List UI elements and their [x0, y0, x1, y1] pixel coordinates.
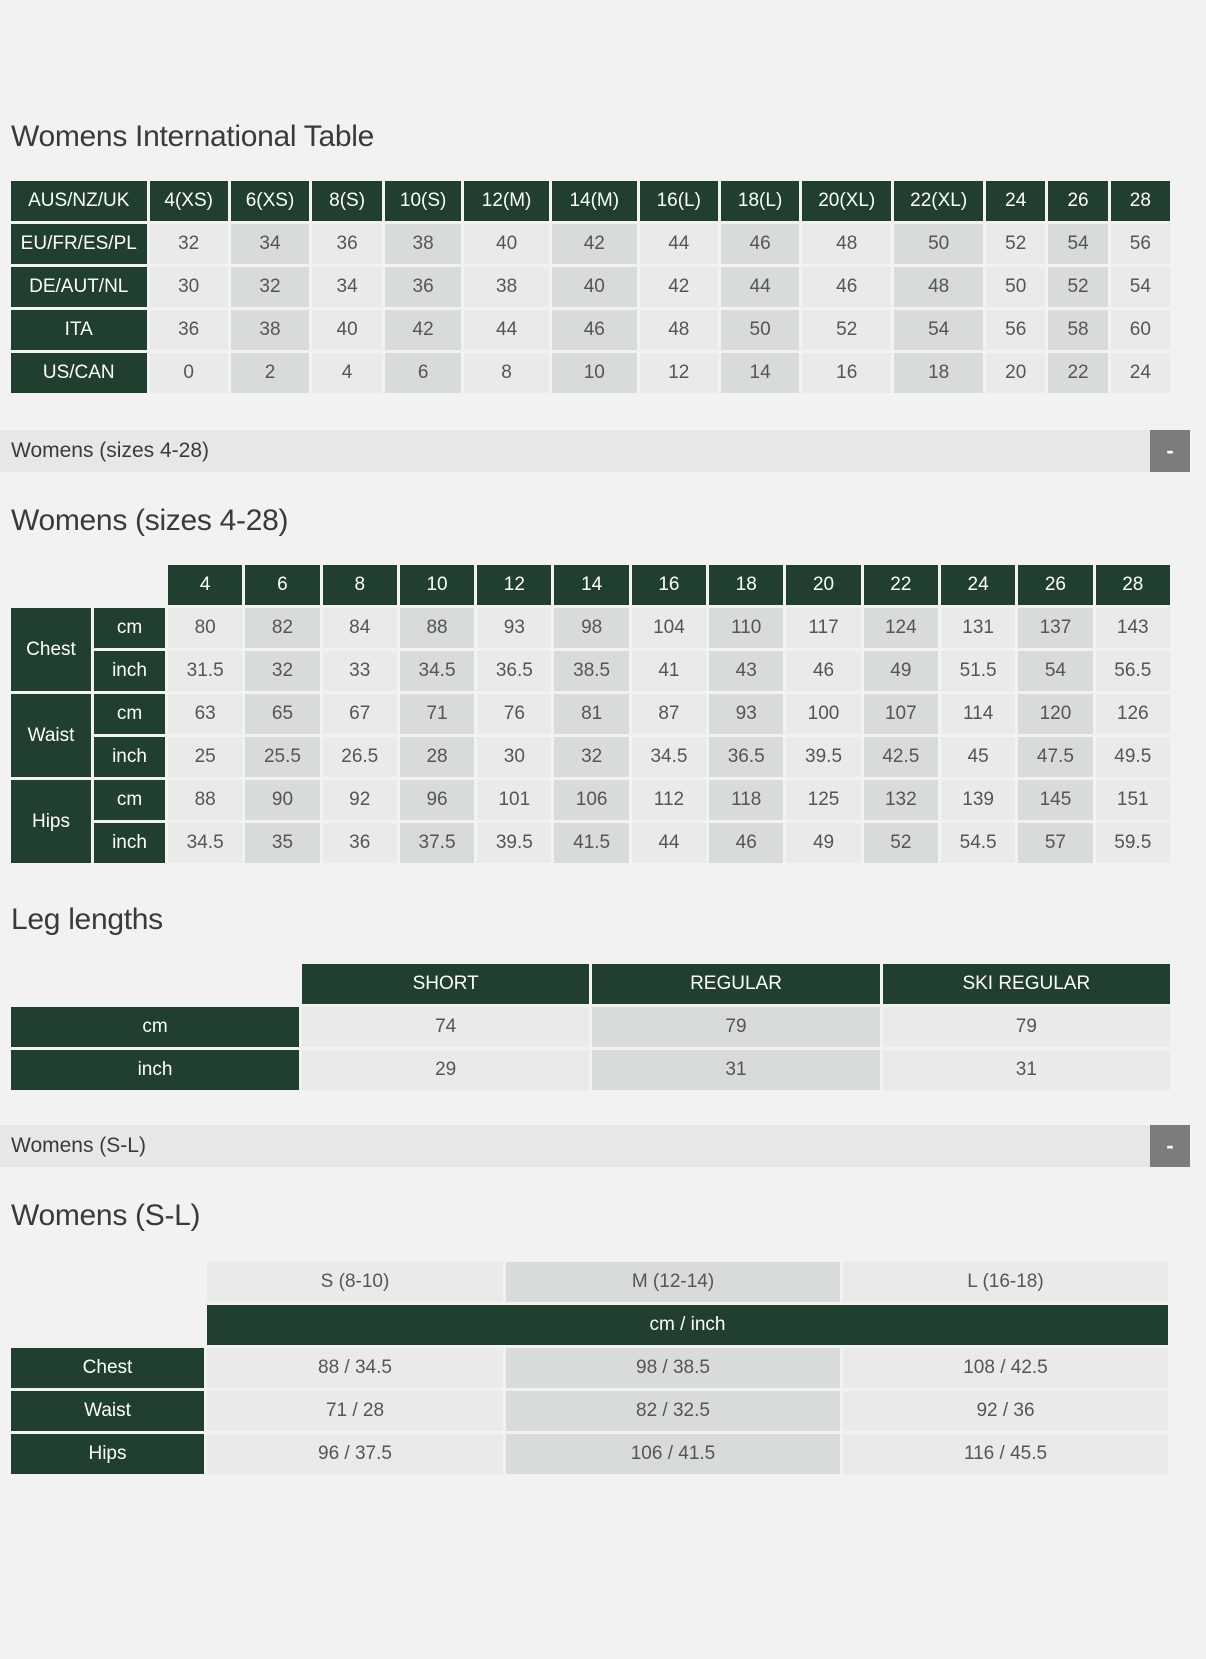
table-row	[11, 737, 1170, 777]
table-cell: 71 / 28	[207, 1391, 503, 1431]
column-header: 6	[245, 565, 319, 605]
table-cell: 52	[802, 310, 891, 350]
table-cell: 82 / 32.5	[506, 1391, 840, 1431]
table-cell: 76	[477, 694, 551, 734]
table-cell: 4	[312, 353, 382, 393]
table-cell: 20	[986, 353, 1045, 393]
table-cell: 34.5	[632, 737, 706, 777]
unit-header: cm	[94, 608, 165, 648]
table-cell: 42	[552, 224, 637, 264]
column-header: 12	[477, 565, 551, 605]
leg-lengths-table	[8, 961, 1173, 1093]
table-cell: 93	[477, 608, 551, 648]
table-cell: 42	[385, 310, 461, 350]
table-cell: 58	[1048, 310, 1107, 350]
column-header: AUS/NZ/UK	[11, 181, 147, 221]
table-header-row	[11, 1262, 1168, 1302]
table-cell: 40	[464, 224, 549, 264]
table-cell: 50	[721, 310, 799, 350]
table-cell: 79	[592, 1007, 879, 1047]
collapse-button[interactable]: -	[1150, 1125, 1190, 1167]
table-row	[11, 694, 1170, 734]
table-cell: 90	[245, 780, 319, 820]
table-cell: 54	[1048, 224, 1107, 264]
table-cell: 79	[883, 1007, 1170, 1047]
table-cell: 32	[150, 224, 228, 264]
table-cell: 84	[323, 608, 397, 648]
table-cell: 106	[554, 780, 628, 820]
table-cell: 88 / 34.5	[207, 1348, 503, 1388]
table-cell: 49	[864, 651, 938, 691]
column-header: 4	[168, 565, 242, 605]
table-cell: 41	[632, 651, 706, 691]
table-cell: 143	[1096, 608, 1170, 648]
table-cell: 39.5	[477, 823, 551, 863]
table-cell: 56	[1111, 224, 1170, 264]
table-header-row	[11, 565, 1170, 605]
column-header: 22(XL)	[894, 181, 983, 221]
table-cell: 139	[941, 780, 1015, 820]
table-cell: 38	[385, 224, 461, 264]
table-cell: 2	[231, 353, 309, 393]
table-header-row	[11, 181, 1170, 221]
table-cell: 120	[1018, 694, 1092, 734]
column-header: 16	[632, 565, 706, 605]
table-row	[11, 353, 1170, 393]
table-cell: 37.5	[400, 823, 474, 863]
table-cell: 117	[786, 608, 860, 648]
table-cell: 40	[312, 310, 382, 350]
column-header: SKI REGULAR	[883, 964, 1170, 1004]
table-cell: 124	[864, 608, 938, 648]
table-cell: 96 / 37.5	[207, 1434, 503, 1474]
table-cell: 87	[632, 694, 706, 734]
row-header: DE/AUT/NL	[11, 267, 147, 307]
table-cell: 22	[1048, 353, 1107, 393]
column-header: 26	[1018, 565, 1092, 605]
table-cell: 44	[632, 823, 706, 863]
table-cell: 34	[231, 224, 309, 264]
table-cell: 48	[802, 224, 891, 264]
unit-header-row	[11, 1305, 1168, 1345]
column-header: M (12-14)	[506, 1262, 840, 1302]
table-cell: 31	[592, 1050, 879, 1090]
table-cell: 36.5	[477, 651, 551, 691]
table-cell: 80	[168, 608, 242, 648]
womens-sizes-table	[8, 562, 1173, 866]
table-cell: 118	[709, 780, 783, 820]
table-cell: 125	[786, 780, 860, 820]
column-header: 10	[400, 565, 474, 605]
table-cell: 12	[640, 353, 718, 393]
column-header: 18	[709, 565, 783, 605]
table-cell: 81	[554, 694, 628, 734]
table-cell: 46	[802, 267, 891, 307]
table-cell: 16	[802, 353, 891, 393]
table-cell: 110	[709, 608, 783, 648]
column-header: 12(M)	[464, 181, 549, 221]
table-cell: 88	[400, 608, 474, 648]
table-cell: 34.5	[168, 823, 242, 863]
unit-header: inch	[94, 737, 165, 777]
table-cell: 101	[477, 780, 551, 820]
unit-header: cm	[94, 780, 165, 820]
column-header: 8	[323, 565, 397, 605]
table-cell: 43	[709, 651, 783, 691]
accordion-label: Womens (S-L)	[11, 1134, 146, 1157]
table-cell: 6	[385, 353, 461, 393]
table-cell: 96	[400, 780, 474, 820]
table-cell: 71	[400, 694, 474, 734]
table-cell: 107	[864, 694, 938, 734]
empty-cell	[11, 1305, 204, 1345]
table-cell: 67	[323, 694, 397, 734]
table-cell: 98 / 38.5	[506, 1348, 840, 1388]
table-cell: 8	[464, 353, 549, 393]
table-row	[11, 224, 1170, 264]
table-cell: 28	[400, 737, 474, 777]
table-row	[11, 1391, 1168, 1431]
table-cell: 10	[552, 353, 637, 393]
column-header: 16(L)	[640, 181, 718, 221]
column-header: 10(S)	[385, 181, 461, 221]
table-cell: 46	[552, 310, 637, 350]
empty-cell	[11, 1262, 204, 1302]
table-cell: 31	[883, 1050, 1170, 1090]
accordion-womens-4-28[interactable]	[0, 430, 1190, 472]
table-cell: 88	[168, 780, 242, 820]
accordion-womens-s-l[interactable]	[0, 1125, 1190, 1167]
table-cell: 46	[721, 224, 799, 264]
column-header: 24	[986, 181, 1045, 221]
row-group-header: Hips	[11, 780, 91, 863]
table-cell: 104	[632, 608, 706, 648]
table-cell: 38	[231, 310, 309, 350]
table-cell: 42	[640, 267, 718, 307]
table-cell: 108 / 42.5	[843, 1348, 1168, 1388]
table-cell: 40	[552, 267, 637, 307]
column-header: SHORT	[302, 964, 589, 1004]
table-cell: 126	[1096, 694, 1170, 734]
table-cell: 52	[864, 823, 938, 863]
table-cell: 50	[894, 224, 983, 264]
table-cell: 48	[894, 267, 983, 307]
row-header: inch	[11, 1050, 299, 1090]
table-cell: 32	[554, 737, 628, 777]
table-cell: 65	[245, 694, 319, 734]
table-cell: 34.5	[400, 651, 474, 691]
table-cell: 131	[941, 608, 1015, 648]
table-cell: 116 / 45.5	[843, 1434, 1168, 1474]
table-row	[11, 1434, 1168, 1474]
table-cell: 52	[986, 224, 1045, 264]
column-header: 20	[786, 565, 860, 605]
table-cell: 82	[245, 608, 319, 648]
accordion-label: Womens (sizes 4-28)	[11, 439, 210, 462]
table-cell: 47.5	[1018, 737, 1092, 777]
table-cell: 57	[1018, 823, 1092, 863]
row-header: ITA	[11, 310, 147, 350]
row-group-header: Waist	[11, 694, 91, 777]
table-row	[11, 310, 1170, 350]
womens-s-l-table	[8, 1259, 1171, 1477]
table-cell: 114	[941, 694, 1015, 734]
table-header-row	[11, 964, 1170, 1004]
leg-lengths-title: Leg lengths	[11, 903, 163, 936]
unit-header: cm / inch	[207, 1305, 1168, 1345]
table-row	[11, 823, 1170, 863]
table-cell: 32	[231, 267, 309, 307]
international-size-table	[8, 178, 1173, 396]
table-cell: 63	[168, 694, 242, 734]
table-cell: 31.5	[168, 651, 242, 691]
table-cell: 39.5	[786, 737, 860, 777]
table-cell: 32	[245, 651, 319, 691]
unit-header: inch	[94, 651, 165, 691]
sizes-title: Womens (sizes 4-28)	[11, 504, 289, 537]
table-cell: 36	[312, 224, 382, 264]
table-cell: 35	[245, 823, 319, 863]
table-row	[11, 1348, 1168, 1388]
table-cell: 18	[894, 353, 983, 393]
table-cell: 100	[786, 694, 860, 734]
table-cell: 92	[323, 780, 397, 820]
table-cell: 44	[640, 224, 718, 264]
empty-cell	[11, 565, 165, 605]
table-cell: 25.5	[245, 737, 319, 777]
column-header: 18(L)	[721, 181, 799, 221]
table-cell: 50	[986, 267, 1045, 307]
table-cell: 36	[150, 310, 228, 350]
table-cell: 93	[709, 694, 783, 734]
table-cell: 44	[464, 310, 549, 350]
row-header: EU/FR/ES/PL	[11, 224, 147, 264]
table-cell: 24	[1111, 353, 1170, 393]
table-cell: 25	[168, 737, 242, 777]
column-header: 28	[1111, 181, 1170, 221]
collapse-button[interactable]: -	[1150, 430, 1190, 472]
table-row	[11, 267, 1170, 307]
international-title: Womens International Table	[11, 120, 374, 153]
column-header: REGULAR	[592, 964, 879, 1004]
table-cell: 46	[709, 823, 783, 863]
column-header: 8(S)	[312, 181, 382, 221]
table-cell: 49	[786, 823, 860, 863]
table-row	[11, 1007, 1170, 1047]
table-cell: 30	[477, 737, 551, 777]
table-cell: 38.5	[554, 651, 628, 691]
table-cell: 38	[464, 267, 549, 307]
table-cell: 36	[385, 267, 461, 307]
table-cell: 151	[1096, 780, 1170, 820]
table-cell: 26.5	[323, 737, 397, 777]
table-cell: 51.5	[941, 651, 1015, 691]
row-header: Hips	[11, 1434, 204, 1474]
table-cell: 98	[554, 608, 628, 648]
table-cell: 46	[786, 651, 860, 691]
row-header: Chest	[11, 1348, 204, 1388]
table-cell: 56.5	[1096, 651, 1170, 691]
table-row	[11, 1050, 1170, 1090]
table-cell: 0	[150, 353, 228, 393]
column-header: S (8-10)	[207, 1262, 503, 1302]
table-row	[11, 651, 1170, 691]
column-header: 22	[864, 565, 938, 605]
table-row	[11, 608, 1170, 648]
table-cell: 54	[894, 310, 983, 350]
column-header: 4(XS)	[150, 181, 228, 221]
unit-header: cm	[94, 694, 165, 734]
column-header: 28	[1096, 565, 1170, 605]
row-header: cm	[11, 1007, 299, 1047]
table-cell: 56	[986, 310, 1045, 350]
column-header: 6(XS)	[231, 181, 309, 221]
table-cell: 112	[632, 780, 706, 820]
unit-header: inch	[94, 823, 165, 863]
table-cell: 106 / 41.5	[506, 1434, 840, 1474]
table-cell: 41.5	[554, 823, 628, 863]
table-cell: 74	[302, 1007, 589, 1047]
row-header: Waist	[11, 1391, 204, 1431]
table-cell: 52	[1048, 267, 1107, 307]
table-cell: 44	[721, 267, 799, 307]
table-cell: 59.5	[1096, 823, 1170, 863]
table-cell: 92 / 36	[843, 1391, 1168, 1431]
column-header: L (16-18)	[843, 1262, 1168, 1302]
table-cell: 49.5	[1096, 737, 1170, 777]
column-header: 20(XL)	[802, 181, 891, 221]
table-cell: 54	[1111, 267, 1170, 307]
column-header: 26	[1048, 181, 1107, 221]
table-row	[11, 780, 1170, 820]
table-cell: 29	[302, 1050, 589, 1090]
empty-cell	[11, 964, 299, 1004]
table-cell: 54.5	[941, 823, 1015, 863]
table-cell: 30	[150, 267, 228, 307]
table-cell: 132	[864, 780, 938, 820]
table-cell: 45	[941, 737, 1015, 777]
row-header: US/CAN	[11, 353, 147, 393]
table-cell: 42.5	[864, 737, 938, 777]
table-cell: 33	[323, 651, 397, 691]
table-cell: 137	[1018, 608, 1092, 648]
column-header: 24	[941, 565, 1015, 605]
column-header: 14	[554, 565, 628, 605]
sl-title: Womens (S-L)	[11, 1199, 201, 1232]
column-header: 14(M)	[552, 181, 637, 221]
table-cell: 60	[1111, 310, 1170, 350]
table-cell: 48	[640, 310, 718, 350]
table-cell: 34	[312, 267, 382, 307]
table-cell: 14	[721, 353, 799, 393]
row-group-header: Chest	[11, 608, 91, 691]
table-cell: 36.5	[709, 737, 783, 777]
table-cell: 36	[323, 823, 397, 863]
table-cell: 145	[1018, 780, 1092, 820]
table-cell: 54	[1018, 651, 1092, 691]
